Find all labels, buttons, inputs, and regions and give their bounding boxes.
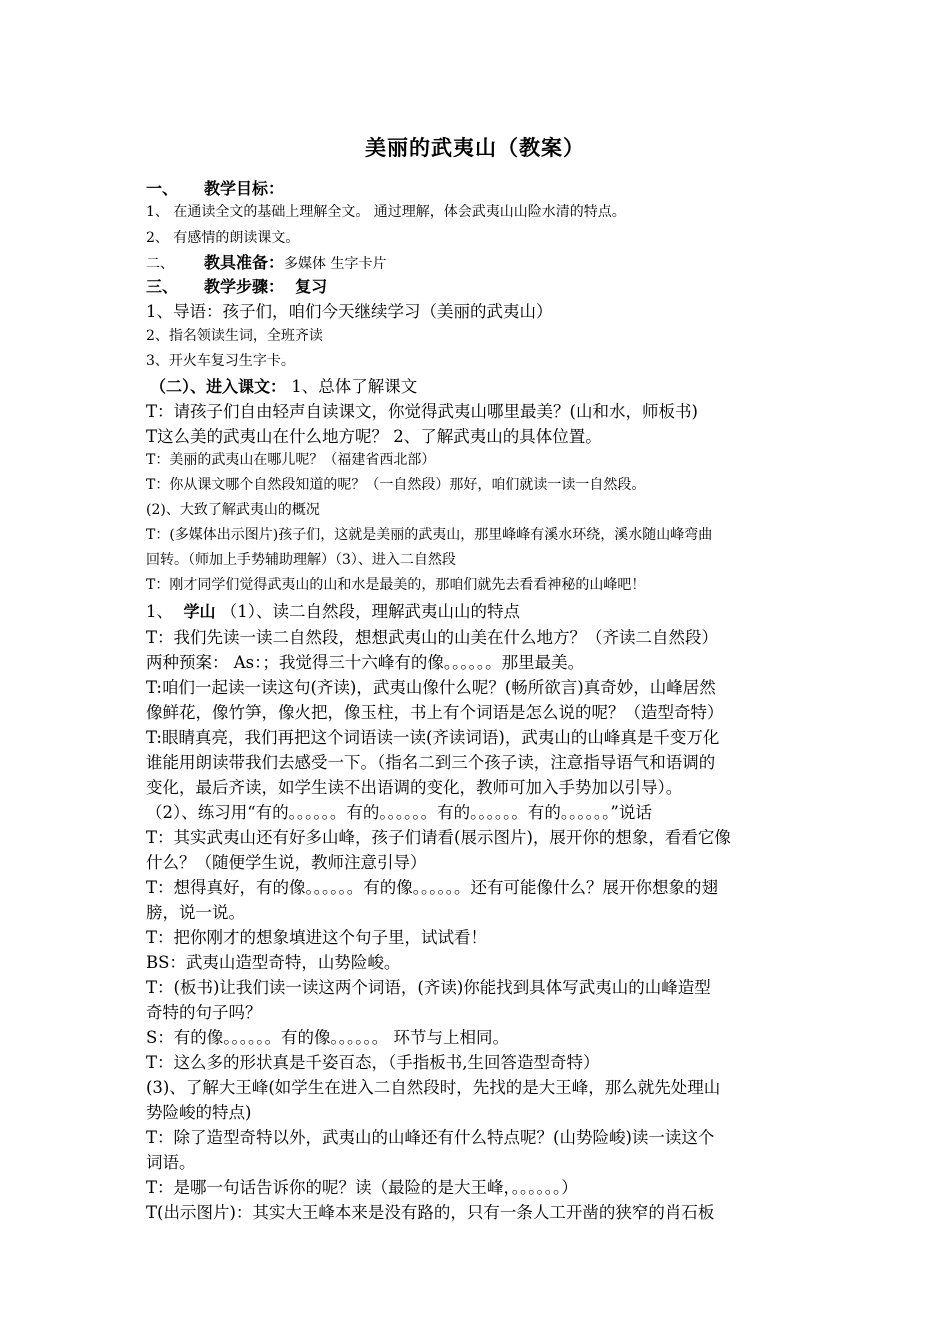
- text-line: 膀，说一说。: [146, 903, 245, 922]
- section-enter-text: [150, 373, 820, 397]
- section-label: 教具准备：: [204, 253, 285, 272]
- section-number: 1、: [146, 602, 173, 621]
- text-line: 2、 有感情的朗读课文。: [146, 230, 300, 246]
- section-label: 教学目标：: [204, 179, 285, 198]
- text-line: 谁能用朗读带我们去感受一下。（指名二到三个孩子读，注意指导语气和语调的: [146, 753, 716, 772]
- text-line: T：请孩子们自由轻声自读课文，你觉得武夷山哪里最美？(山和水，师板书): [146, 402, 698, 421]
- text-line: T这么美的武夷山在什么地方呢？ 2、了解武夷山的具体位置。: [146, 427, 602, 446]
- text-line: T：美丽的武夷山在哪儿呢？（福建省西北部）: [146, 452, 436, 468]
- text-line: T：其实武夷山还有好多山峰，孩子们请看(展示图片)，展开你的想象，看看它像: [146, 828, 731, 847]
- text-line: T：你从课文哪个自然段知道的呢？（一自然段）那好，咱们就读一读一自然段。: [146, 477, 646, 493]
- text-line: T：(板书)让我们读一读这两个词语，(齐读)你能找到具体写武夷山的山峰造型: [146, 978, 711, 997]
- text-line: 1、导语：孩子们，咱们今天继续学习（美丽的武夷山）: [146, 302, 553, 321]
- text-line: T：想得真好，有的像。。。。。。有的像。。。。。。还有可能像什么？展开你想象的翅: [146, 878, 719, 897]
- section-text: 1、总体了解课文: [291, 377, 418, 396]
- text-line: 像鲜花，像竹笋，像火把，像玉柱，书上有个词语是怎么说的呢？（造型奇特）: [146, 703, 724, 722]
- text-line: 势险峻的特点): [146, 1103, 252, 1122]
- text-line: 回转。（师加上手势辅助理解）（3）、进入二自然段: [146, 552, 456, 568]
- text-line: 2、指名领读生词，全班齐读: [146, 328, 323, 344]
- text-line: 词语。: [146, 1153, 196, 1172]
- text-line: 奇特的句子吗？: [146, 1003, 262, 1022]
- section-text: 多媒体 生字卡片: [284, 256, 387, 272]
- text-line: T：我们先读一读二自然段，想想武夷山的山美在什么地方？（齐读二自然段）: [146, 628, 719, 647]
- text-line: T：刚才同学们觉得武夷山的山和水是最美的，那咱们就先去看看神秘的山峰吧！: [146, 577, 646, 593]
- section-sub: 复习: [295, 277, 328, 296]
- text-line: (2)、大致了解武夷山的概况: [146, 502, 320, 518]
- text-line: (3)、了解大王峰(如学生在进入二自然段时，先找的是大王峰，那么就先处理山: [146, 1078, 721, 1097]
- section-number: 三、: [146, 277, 179, 296]
- section-label: 学山: [183, 602, 216, 621]
- text-line: 两种预案： As：；我觉得三十六峰有的像。。。。。。那里最美。: [146, 653, 585, 672]
- section-teaching-steps: [146, 274, 816, 297]
- text-line: T(出示图片)：其实大王峰本来是没有路的，只有一条人工开凿的狭窄的肖石板: [146, 1203, 715, 1222]
- text-line: T：这么多的形状真是千姿百态，（手指板书,生回答造型奇特）: [146, 1053, 600, 1072]
- text-line: T:眼睛真亮，我们再把这个词语读一读(齐读词语)，武夷山的山峰真是千变万化: [146, 728, 720, 747]
- section-number: 一、: [146, 179, 179, 198]
- text-line: T：是哪一句话告诉你的呢？读（最险的是大王峰，。。。。。。）: [146, 1178, 578, 1197]
- text-line: T:咱们一起读一读这句(齐读)，武夷山像什么呢？(畅所欲言)真奇妙，山峰居然: [146, 678, 716, 697]
- text-line: S：有的像。。。。。。有的像。。。。。。 环节与上相同。: [146, 1028, 510, 1047]
- section-learn-mountain: [146, 598, 816, 622]
- text-line: 3、开火车复习生字卡。: [146, 353, 295, 369]
- section-text: （1）、读二自然段，理解武夷山山的特点: [220, 602, 521, 621]
- section-number: 二、: [146, 256, 174, 272]
- section-teaching-aids: [146, 250, 816, 273]
- text-line: T：(多媒体出示图片)孩子们，这就是美丽的武夷山，那里峰峰有溪水环绕，溪水随山峰弯曲: [146, 527, 713, 543]
- section-teaching-goals: [146, 176, 816, 199]
- text-line: BS：武夷山造型奇特，山势险峻。: [146, 953, 401, 972]
- text-line: （2）、练习用“有的。。。。。。有的。。。。。。有的。。。。。。有的。。。。。。”说话: [146, 803, 652, 822]
- text-line: 1、 在通读全文的基础上理解全文。 通过理解，体会武夷山山险水清的特点。: [146, 204, 626, 220]
- text-line: 变化，最后齐读，如学生读不出语调的变化，教师可加入手势加以引导）。: [146, 778, 683, 797]
- text-line: 什么？（随便学生说，教师注意引导）: [146, 853, 427, 872]
- text-line: T：除了造型奇特以外，武夷山的山峰还有什么特点呢？(山势险峻)读一读这个: [146, 1128, 715, 1147]
- section-label: （二）、进入课文：: [150, 377, 287, 396]
- text-line: T：把你刚才的想象填进这个句子里，试试看！: [146, 928, 488, 947]
- section-label: 教学步骤：: [204, 277, 285, 296]
- document-title: 美丽的武夷山（教案）: [365, 136, 585, 160]
